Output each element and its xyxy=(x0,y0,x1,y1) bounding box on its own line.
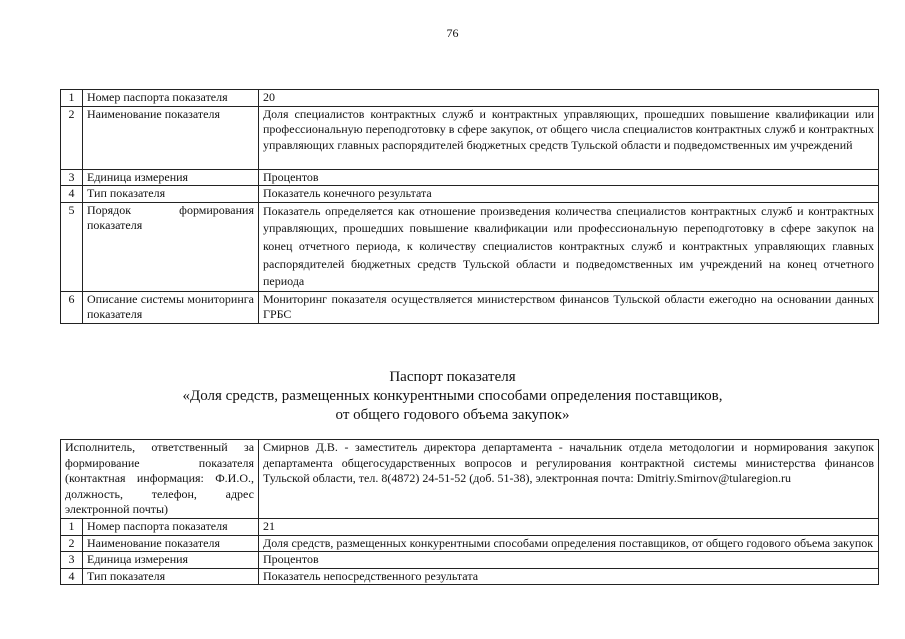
row-label: Наименование показателя xyxy=(83,106,259,169)
executor-value: Смирнов Д.В. - заместитель директора департамента - начальник отдела методологии и нормирования закупок департамента общегосударственных вопросов и регулирования контрактной системы министерства финансов Тульской области, тел. 8(4872) 24-51-52 (доб. 51-38), электронная почта: Dmitriy.Smirnov@tularegion.ru xyxy=(259,440,879,519)
row-value: 20 xyxy=(259,90,879,107)
row-label: Номер паспорта показателя xyxy=(83,518,259,535)
row-value: Доля специалистов контрактных служб и контрактных управляющих, прошедших повышение квалификации или профессиональную переподготовку в сфере закупок, от общего числа специалистов контрактных служб и контрактных управляющих главных распорядителей бюджетных средств Тульской области и подведомственных им учреждений xyxy=(259,106,879,169)
page-number: 76 xyxy=(446,26,459,40)
row-value: Показатель определяется как отношение произведения количества специалистов контрактных служб и контрактных управляющих, прошедших повышение квалификации или профессиональную переподготовку в сфере закупок на конец отчетного периода, к количеству специалистов контрактных служб и контрактных управляющих главных распорядителей бюджетных средств Тульской области и подведомственных им учреждений на конец отчетного периода xyxy=(259,202,879,291)
table-row xyxy=(61,568,879,585)
table-row xyxy=(61,169,879,186)
passport-title-line-2: «Доля средств, размещенных конкурентными способами определения поставщиков, xyxy=(182,388,723,404)
passport-title-line-1: Паспорт показателя xyxy=(389,369,516,385)
row-label: Единица измерения xyxy=(83,552,259,569)
table-row xyxy=(61,202,879,291)
executor-row xyxy=(61,440,879,519)
table-row xyxy=(61,518,879,535)
row-value: Показатель непосредственного результата xyxy=(259,568,879,585)
row-value: Показатель конечного результата xyxy=(259,186,879,203)
row-label: Единица измерения xyxy=(83,169,259,186)
executor-label: Исполнитель, ответственный за формирование показателя (контактная информация: Ф.И.О., должность, телефон, адрес электронной почты) xyxy=(61,440,259,519)
indicator-passport-table-20 xyxy=(60,89,879,324)
row-value: 21 xyxy=(259,518,879,535)
table-row xyxy=(61,186,879,203)
row-label: Порядок формирования показателя xyxy=(83,202,259,291)
row-value: Процентов xyxy=(259,552,879,569)
row-number: 3 xyxy=(61,552,83,569)
row-number: 5 xyxy=(61,202,83,291)
table-row xyxy=(61,535,879,552)
row-label: Тип показателя xyxy=(83,186,259,203)
row-label: Тип показателя xyxy=(83,568,259,585)
table-row xyxy=(61,291,879,323)
row-number: 2 xyxy=(61,106,83,169)
row-label: Описание системы мониторинга показателя xyxy=(83,291,259,323)
row-number: 2 xyxy=(61,535,83,552)
row-label: Номер паспорта показателя xyxy=(83,90,259,107)
table-row xyxy=(61,552,879,569)
row-number: 1 xyxy=(61,90,83,107)
row-label: Наименование показателя xyxy=(83,535,259,552)
row-number: 6 xyxy=(61,291,83,323)
row-number: 4 xyxy=(61,568,83,585)
passport-title-line-3: от общего годового объема закупок» xyxy=(335,407,570,423)
row-number: 3 xyxy=(61,169,83,186)
table-row xyxy=(61,90,879,107)
row-value: Мониторинг показателя осуществляется министерством финансов Тульской области ежегодно на основании данных ГРБС xyxy=(259,291,879,323)
row-value: Доля средств, размещенных конкурентными способами определения поставщиков, от общего годового объема закупок xyxy=(259,535,879,552)
row-number: 4 xyxy=(61,186,83,203)
indicator-passport-table-21 xyxy=(60,439,879,585)
table-row xyxy=(61,106,879,169)
row-number: 1 xyxy=(61,518,83,535)
row-value: Процентов xyxy=(259,169,879,186)
